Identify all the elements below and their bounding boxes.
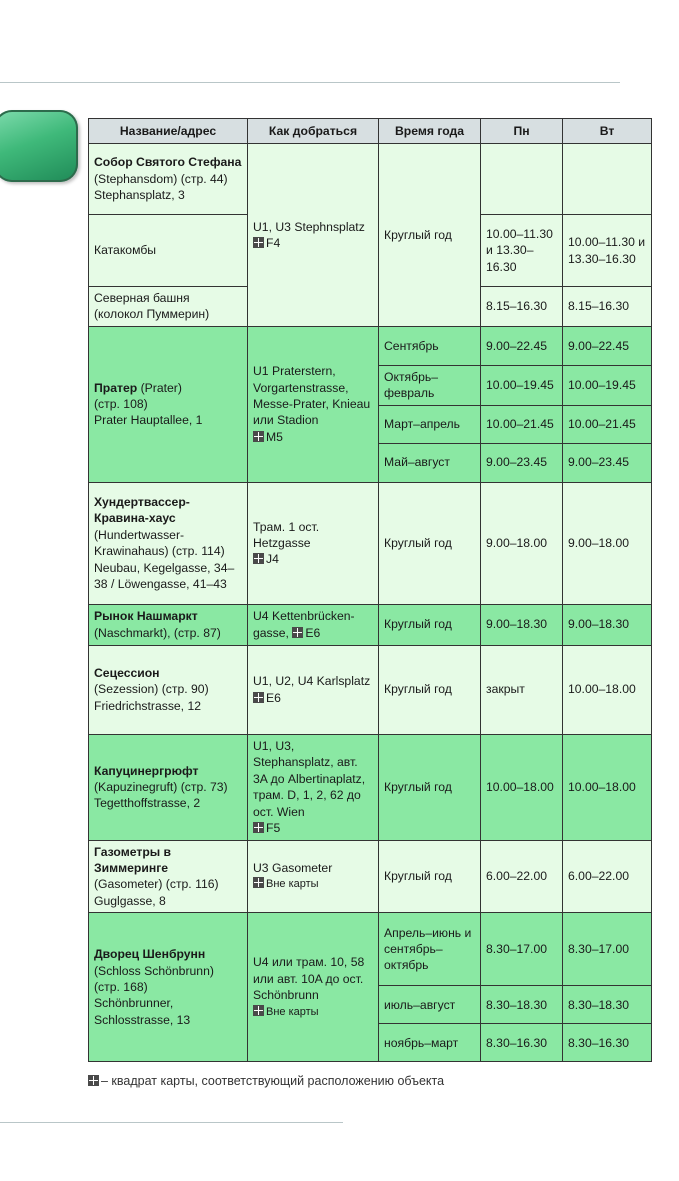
section-tab-marker bbox=[0, 110, 78, 182]
sight-address: Friedrichstrasse, 12 bbox=[94, 698, 202, 713]
cell-season: Круглый год bbox=[379, 482, 481, 604]
cell-mon: 8.15–16.30 bbox=[481, 287, 563, 327]
sight-address: Stephansplatz, 3 bbox=[94, 188, 185, 203]
cell-season: июль–август bbox=[379, 986, 481, 1024]
map-square-icon bbox=[253, 237, 264, 248]
sight-name: Капуцинергрюфт bbox=[94, 763, 199, 778]
header-name: Название/адрес bbox=[89, 119, 248, 144]
map-square: Вне карты bbox=[266, 1005, 319, 1018]
cell-name bbox=[89, 326, 248, 482]
sight-info: (Schloss Schönbrunn) (стр. 168) bbox=[94, 963, 214, 995]
cell-season: Круглый год bbox=[379, 144, 481, 327]
cell-season: Круглый год bbox=[379, 840, 481, 913]
cell-season: Круглый год bbox=[379, 604, 481, 645]
sight-name: Газометры в Зиммеринге bbox=[94, 844, 172, 876]
cell-name bbox=[89, 144, 248, 215]
cell-mon: 9.00–22.45 bbox=[481, 326, 563, 365]
sight-info: (Naschmarkt), (стр. 87) bbox=[94, 625, 221, 640]
route-text: U1, U3 Stephnsplatz bbox=[253, 219, 365, 234]
route-text: U1, U2, U4 Karlsplatz bbox=[253, 674, 371, 689]
sight-info-inline: (Prater) bbox=[137, 380, 182, 395]
cell-mon: 9.00–18.30 bbox=[481, 604, 563, 645]
map-square-icon bbox=[253, 877, 264, 888]
header-tue: Вт bbox=[563, 119, 652, 144]
sight-address: Neubau, Kegelgasse, 34–38 / Löwengasse, 41–43 bbox=[94, 560, 235, 591]
cell-mon: 10.00–19.45 bbox=[481, 365, 563, 405]
cell-season: Март–апрель bbox=[379, 405, 481, 443]
cell-tue: 8.30–17.00 bbox=[563, 913, 652, 986]
cell-mon: 10.00–18.00 bbox=[481, 734, 563, 840]
map-square: F5 bbox=[266, 820, 281, 835]
sight-address: Tegetthoffstrasse, 2 bbox=[94, 796, 201, 811]
table-row bbox=[89, 645, 652, 734]
cell-tue: 10.00–19.45 bbox=[563, 365, 652, 405]
cell-mon: 8.30–18.30 bbox=[481, 986, 563, 1024]
table-row bbox=[89, 913, 652, 986]
cell-tue: 9.00–22.45 bbox=[563, 326, 652, 365]
table-row bbox=[89, 840, 652, 913]
sight-address: Schönbrunner, Schlosstrasse, 13 bbox=[94, 996, 191, 1027]
sight-name: Хундертвассер-Кравина-хаус bbox=[94, 494, 190, 526]
map-square-icon bbox=[253, 553, 264, 564]
sight-info: (Hundertwasser-Krawinahaus) (стр. 114) bbox=[94, 527, 225, 559]
sight-info: (Gasometer) (стр. 116) bbox=[94, 877, 219, 892]
header-route: Как добраться bbox=[248, 119, 379, 144]
cell-tue: 9.00–23.45 bbox=[563, 443, 652, 482]
map-square-icon bbox=[88, 1075, 99, 1086]
cell-tue: 6.00–22.00 bbox=[563, 840, 652, 913]
header-mon: Пн bbox=[481, 119, 563, 144]
table-row bbox=[89, 604, 652, 645]
sight-name: Собор Святого Стефана bbox=[94, 155, 242, 170]
cell-season: Апрель–июнь и сентябрь–октябрь bbox=[379, 913, 481, 986]
table-header bbox=[89, 119, 652, 144]
route-text: U4 или трам. 10, 58 или авт. 10A до ост. Schönbrunn bbox=[253, 955, 365, 1003]
cell-name bbox=[89, 734, 248, 840]
table-row bbox=[89, 482, 652, 604]
map-square: Вне карты bbox=[266, 878, 319, 891]
cell-route bbox=[248, 604, 379, 645]
sight-name: Рынок Нашмаркт bbox=[94, 609, 198, 624]
cell-name bbox=[89, 482, 248, 604]
top-divider bbox=[0, 82, 620, 83]
cell-name bbox=[89, 604, 248, 645]
cell-route bbox=[248, 645, 379, 734]
route-text: U3 Gasometer bbox=[253, 861, 333, 876]
sight-info: (Sezession) (стр. 90) bbox=[94, 682, 209, 697]
sight-name: Пратер bbox=[94, 380, 138, 395]
route-text: Трам. 1 ост. Hetzgasse bbox=[253, 519, 320, 550]
cell-mon bbox=[481, 144, 563, 215]
cell-tue: 9.00–18.30 bbox=[563, 604, 652, 645]
sight-info: (Kapuzinegruft) (стр. 73) bbox=[94, 779, 228, 794]
table-row bbox=[89, 326, 652, 365]
map-square-icon bbox=[253, 822, 264, 833]
cell-route bbox=[248, 913, 379, 1062]
route-text: U1, U3, Stephansplatz, авт. 3A до Albertinaplatz, трам. D, 1, 2, 62 до ост. Wien bbox=[253, 738, 366, 819]
cell-tue bbox=[563, 144, 652, 215]
sight-info: (стр. 108) bbox=[94, 397, 148, 412]
cell-tue: 10.00–18.00 bbox=[563, 734, 652, 840]
route-text: U4 Kettenbrücken-gasse, bbox=[253, 609, 355, 640]
cell-mon: 6.00–22.00 bbox=[481, 840, 563, 913]
cell-mon: 10.00–11.30 и 13.30–16.30 bbox=[481, 215, 563, 287]
map-square-icon bbox=[253, 431, 264, 442]
map-square: M5 bbox=[266, 429, 283, 444]
sights-table bbox=[88, 118, 652, 1062]
sub-label-catacombs: Катакомбы bbox=[89, 215, 248, 287]
cell-mon: 9.00–18.00 bbox=[481, 482, 563, 604]
cell-tue: 8.30–18.30 bbox=[563, 986, 652, 1024]
cell-mon: 9.00–23.45 bbox=[481, 443, 563, 482]
sight-name: Дворец Шенбрунн bbox=[94, 947, 206, 962]
cell-name bbox=[89, 645, 248, 734]
cell-tue: 8.15–16.30 bbox=[563, 287, 652, 327]
cell-season: Май–август bbox=[379, 443, 481, 482]
map-square: J4 bbox=[266, 552, 279, 567]
cell-route bbox=[248, 734, 379, 840]
cell-mon: 10.00–21.45 bbox=[481, 405, 563, 443]
footnote-text: – квадрат карты, соответствующий расположению объекта bbox=[101, 1074, 445, 1088]
bottom-divider bbox=[0, 1122, 343, 1123]
cell-tue: 10.00–11.30 и 13.30–16.30 bbox=[563, 215, 652, 287]
cell-route bbox=[248, 326, 379, 482]
cell-tue: 8.30–16.30 bbox=[563, 1024, 652, 1062]
map-square: E6 bbox=[305, 625, 321, 640]
cell-route bbox=[248, 840, 379, 913]
cell-season: Круглый год bbox=[379, 645, 481, 734]
cell-mon: 8.30–17.00 bbox=[481, 913, 563, 986]
cell-name bbox=[89, 840, 248, 913]
cell-mon: 8.30–16.30 bbox=[481, 1024, 563, 1062]
cell-name bbox=[89, 913, 248, 1062]
cell-tue: 9.00–18.00 bbox=[563, 482, 652, 604]
map-square-icon bbox=[292, 627, 303, 638]
cell-season: Круглый год bbox=[379, 734, 481, 840]
map-square: E6 bbox=[266, 690, 281, 705]
table-row bbox=[89, 144, 652, 215]
cell-season: Октябрь–февраль bbox=[379, 365, 481, 405]
map-square-icon bbox=[253, 692, 264, 703]
cell-season: Сентябрь bbox=[379, 326, 481, 365]
sight-address: Guglgasse, 8 bbox=[94, 893, 166, 908]
cell-tue: 10.00–18.00 bbox=[563, 645, 652, 734]
footnote bbox=[88, 1074, 444, 1088]
map-square-icon bbox=[253, 1005, 264, 1016]
cell-mon: закрыт bbox=[481, 645, 563, 734]
sight-name: Сецессион bbox=[94, 666, 160, 681]
table-row bbox=[89, 734, 652, 840]
sight-info: (Stephansdom) (стр. 44) bbox=[94, 171, 228, 186]
cell-route bbox=[248, 144, 379, 327]
sight-address: Prater Hauptallee, 1 bbox=[94, 413, 203, 428]
cell-route bbox=[248, 482, 379, 604]
sub-label-tower: Северная башня (колокол Пуммерин) bbox=[89, 287, 248, 327]
cell-tue: 10.00–21.45 bbox=[563, 405, 652, 443]
header-season: Время года bbox=[379, 119, 481, 144]
route-text: U1 Praterstern, Vorgartenstrasse, Messe-Prater, Knieau или Stadion bbox=[253, 364, 371, 428]
map-square: F4 bbox=[266, 235, 281, 250]
cell-season: ноябрь–март bbox=[379, 1024, 481, 1062]
